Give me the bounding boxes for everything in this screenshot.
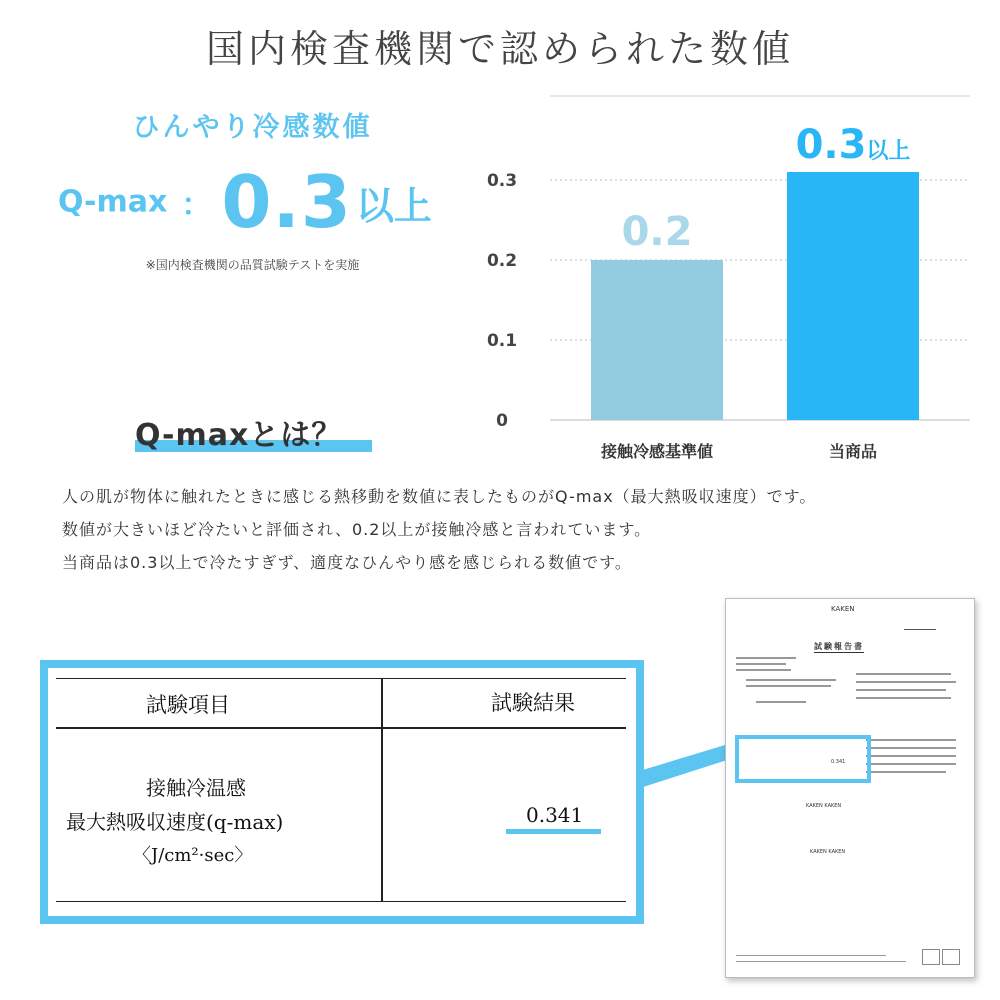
qmax-value: 0.3 <box>221 160 352 244</box>
table-divider-vertical <box>381 679 383 901</box>
qmax-heading-text: Q-maxとは？ <box>135 418 343 453</box>
report-text-line <box>856 681 956 683</box>
item-line-2: 最大熱吸収速度(q-max) <box>66 810 284 834</box>
report-text-line <box>756 701 806 703</box>
result-table <box>56 678 626 902</box>
result-table-zoom <box>40 660 644 924</box>
report-stamp-2 <box>942 949 960 965</box>
data-label: 0.3以上 <box>795 122 911 168</box>
cool-value-label: ひんやり冷感数値 <box>132 112 373 143</box>
report-text-line <box>746 685 831 687</box>
report-watermark-1: KAKEN KAKEN <box>806 803 842 809</box>
report-text-line <box>736 663 786 665</box>
x-category-label: 接触冷感基準値 <box>600 442 714 461</box>
report-text-line <box>866 755 956 757</box>
y-tick-label: 0.3 <box>486 171 518 191</box>
report-text-line <box>866 771 946 773</box>
table-divider-horizontal <box>56 727 626 729</box>
qmax-bar-chart <box>470 90 980 470</box>
report-text-line <box>736 657 796 659</box>
page-title: 国内検査機関で認められた数値 <box>205 27 794 71</box>
data-label: 0.2 <box>621 209 693 255</box>
bar-standard <box>591 260 723 420</box>
test-note: ※国内検査機関の品質試験テストを実施 <box>145 258 360 272</box>
explanation-line-2: 数値が大きいほど冷たいと評価され、0.2以上が接触冷感と言われています。 <box>62 520 652 539</box>
report-text-line <box>736 669 791 671</box>
report-footer-line <box>736 955 886 956</box>
report-stamp-1 <box>922 949 940 965</box>
report-title: 試験報告書 <box>814 642 864 651</box>
report-org: KAKEN <box>831 605 855 613</box>
explanation-line-1: 人の肌が物体に触れたときに感じる熱移動を数値に表したものがQ-max（最大熱吸収速度）です。 <box>62 487 817 506</box>
qmax-prefix: Q-max <box>58 184 168 220</box>
y-tick-label: 0.1 <box>486 331 518 351</box>
report-number-line <box>904 623 936 630</box>
explanation-line-3: 当商品は0.3以上で冷たすぎず、適度なひんやり感を感じられる数値です。 <box>62 553 632 572</box>
report-text-line <box>866 763 956 765</box>
report-text-line <box>866 747 956 749</box>
report-watermark-2: KAKEN KAKEN <box>810 849 846 855</box>
qmax-suffix: 以上 <box>355 183 432 228</box>
qmax-colon: ： <box>181 188 212 223</box>
header-test-result: 試験結果 <box>491 691 575 715</box>
report-text-line <box>856 697 951 699</box>
y-tick-label: 0 <box>496 411 508 431</box>
report-text-line <box>856 689 946 691</box>
item-line-3: 〈J/cm²·sec〉 <box>133 845 253 866</box>
report-highlight-box <box>735 735 871 783</box>
report-text-line <box>746 679 836 681</box>
bar-product <box>787 172 919 420</box>
result-value-underline <box>506 829 601 834</box>
qmax-heading <box>135 410 342 454</box>
report-text-line <box>866 739 956 741</box>
report-footer-line <box>736 961 906 962</box>
item-line-1: 接触冷温感 <box>146 776 246 800</box>
test-report-document <box>725 598 975 978</box>
header-test-item: 試験項目 <box>146 693 230 717</box>
report-result-value: 0.341 <box>831 759 846 765</box>
result-value: 0.341 <box>526 803 584 827</box>
x-category-label: 当商品 <box>828 442 878 461</box>
y-tick-label: 0.2 <box>486 251 518 271</box>
report-text-line <box>856 673 951 675</box>
qmax-highlight <box>58 160 458 244</box>
